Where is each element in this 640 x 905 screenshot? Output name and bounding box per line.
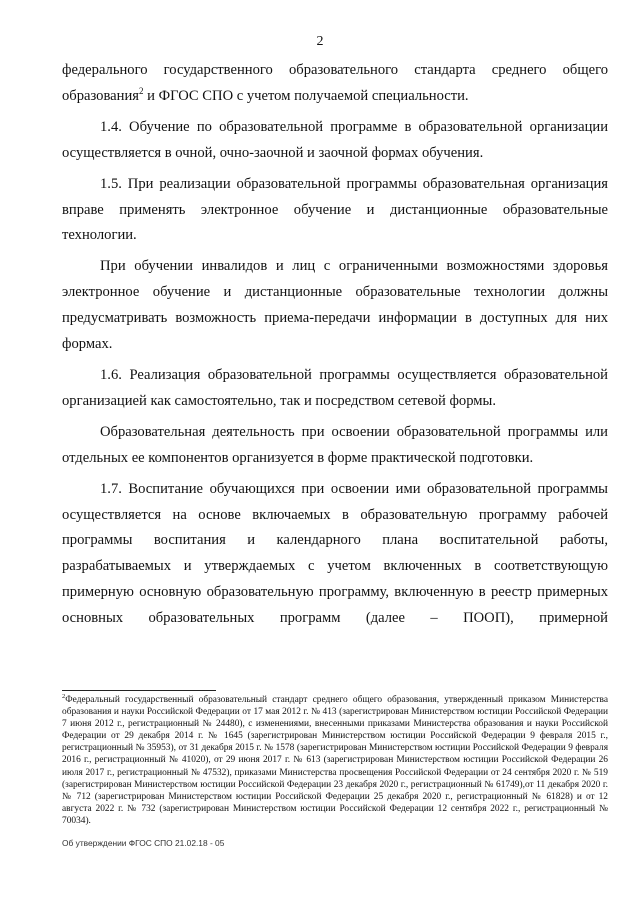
paragraph-disabled-learners: При обучении инвалидов и лиц с ограниченными возможностями здоровья электронное обучение и дистанционные образовательные технологии должны предусматривать возможность приема-передачи информации в доступных для них формах. [62,258,608,353]
paragraph-1-5: 1.5. При реализации образовательной программы образовательная организация вправе применять электронное обучение и дистанционные образовательные технологии. [62,175,608,244]
paragraph-continuation [62,58,608,110]
paragraph-text-rest: и ФГОС СПО с учетом получаемой специальности. [143,87,469,104]
paragraph-1-4: 1.4. Обучение по образовательной программе в образовательной организации осуществляется в очной, очно-заочной и заочной формах обучения. [62,118,608,161]
document-body [62,58,608,637]
document-footer: Об утверждении ФГОС СПО 21.02.18 - 05 [62,838,225,848]
footnote-reference: 2 [138,86,144,97]
footnote-separator [62,690,216,691]
paragraph-practical-training: Образовательная деятельность при освоении образовательной программы или отдельных ее компонентов организуется в форме практической подготовки. [62,423,608,466]
footnote-text: Федеральный государственный образовательный стандарт среднего общего образования, утвержденный приказом Министерства образования и науки Российской Федерации от 17 мая 2012 г. № 413 (зарегистрирован Министерством юстиции Российской Федерации 7 июня 2012 г., регистрационный № 24480), с изменениями, внесенными приказами Министерства образования и науки Российской Федерации от 29 декабря 2014 г. № 1645 (зарегистрирован Министерством юстиции Российской Федерации 9 февраля 2015 г., регистрационный № 35953), от 31 декабря 2015 г. № 1578 (зарегистрирован Министерством юстиции Российской Федерации 9 февраля 2016 г., регистрационный № 41020), от 29 июня 2017 г. № 613 (зарегистрирован Министерством юстиции Российской Федерации 26 июля 2017 г., регистрационный № 47532), приказами Министерства просвещения Российской Федерации от 24 сентября 2020 г. № 519 (зарегистрирован Министерством юстиции Российской Федерации 23 декабря 2020 г., регистрационный № 61749),от 11 декабря 2020 г. № 712 (зарегистрирован Министерством юстиции Российской Федерации 25 декабря 2020 г., регистрационный № 61828) и от 12 августа 2022 г. № 732 (зарегистрирован Министерством юстиции Российской Федерации 12 сентября 2022 г., регистрационный № 70034). [62,695,608,826]
paragraph-text: федерального государственного образовательного стандарта среднего общего образования [62,62,608,104]
footnote [62,694,608,827]
paragraph-1-7: 1.7. Воспитание обучающихся при освоении ими образовательной программы осуществляется на основе включаемых в образовательную программу рабочей программы воспитания и календарного плана воспитательной работы, разрабатываемых и утверждаемых с учетом включенных в соответствующую примерную основную образовательную программу, включенную в реестр примерных основных образовательных программ (далее – ПООП), примерной [62,480,608,627]
paragraph-1-6: 1.6. Реализация образовательной программы осуществляется образовательной организацией как самостоятельно, так и посредством сетевой формы. [62,366,608,409]
footnote-marker: 2 [62,692,66,700]
page-number: 2 [316,34,324,49]
